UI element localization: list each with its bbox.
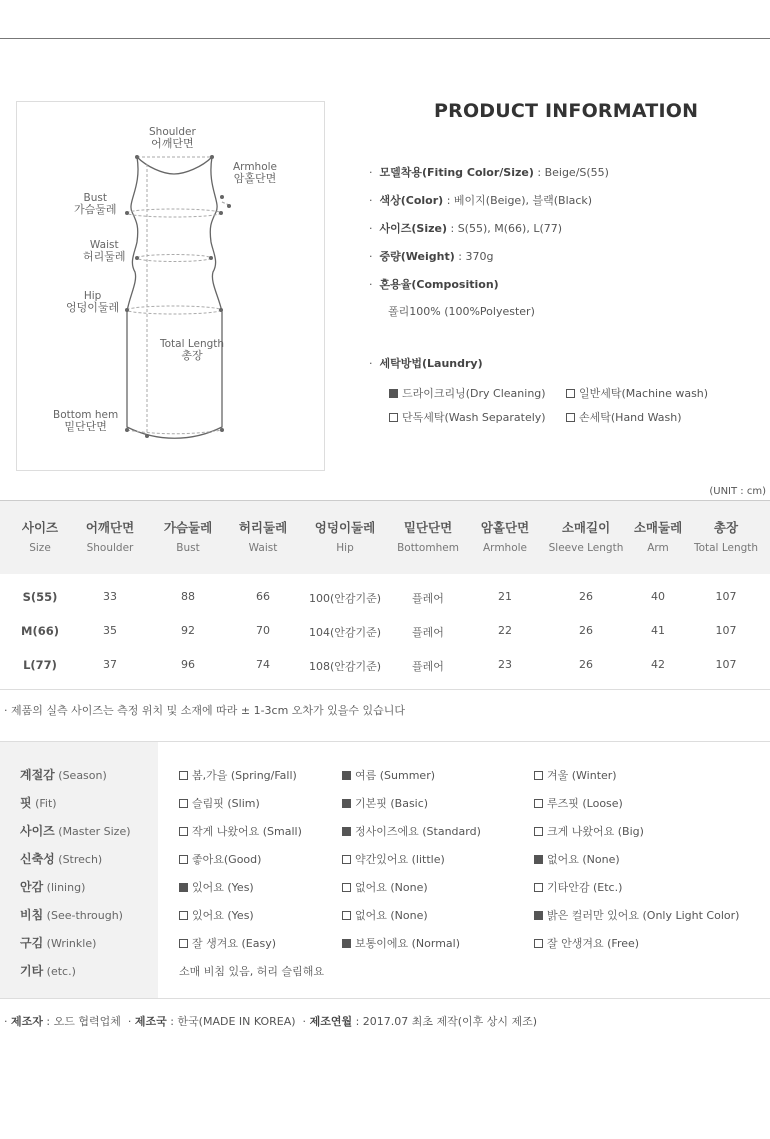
fitting-label: 모델착용(Fiting Color/Size) xyxy=(379,166,534,179)
measurement-note: · 제품의 실측 사이즈는 측정 위치 및 소재에 따라 ± 1-3cm 오차가 있을수 있습니다 xyxy=(4,704,406,717)
size-table-bottom-rule xyxy=(0,689,770,690)
attr-option xyxy=(179,823,302,839)
shoulder-label-ko: 어깨단면 xyxy=(151,137,194,150)
attr-option-label: 잘 생겨요 (Easy) xyxy=(192,937,277,950)
attr-option xyxy=(534,907,739,923)
shoulder-label xyxy=(149,126,196,150)
attr-label xyxy=(20,962,76,979)
hip-label xyxy=(66,290,119,314)
attr-label-ko: 핏 xyxy=(20,796,32,810)
size-cell: 플레어 xyxy=(412,660,444,673)
attr-option-label: 슬림핏 (Slim) xyxy=(192,797,260,810)
size-cell: 플레어 xyxy=(412,626,444,639)
attr-option xyxy=(342,935,460,951)
size-cell: 107 xyxy=(715,658,737,671)
size-cell: 26 xyxy=(579,590,593,603)
size-cell: 96 xyxy=(181,658,195,671)
size-label: 사이즈(Size) xyxy=(379,222,447,235)
size-col-header-en: Size xyxy=(29,542,51,554)
size-cell: 22 xyxy=(498,624,512,637)
bottom-hem-label-ko: 밑단단면 xyxy=(64,420,107,433)
bottom-hem-label-en: Bottom hem xyxy=(53,409,119,421)
attr-option xyxy=(179,935,276,951)
checked-box-icon xyxy=(389,389,398,398)
attr-option-label: 작게 나왔어요 (Small) xyxy=(192,825,302,838)
weight-value: : 370g xyxy=(454,250,494,263)
bust-label xyxy=(74,192,117,216)
size-col-header-ko: 밑단단면 xyxy=(403,520,453,535)
size-cell: 92 xyxy=(181,624,195,637)
attr-label-en: (Wrinkle) xyxy=(43,937,97,950)
size-col-header-ko: 소매길이 xyxy=(561,520,611,535)
hip-label-en: Hip xyxy=(83,290,102,302)
attr-label-ko: 계절감 xyxy=(20,768,55,782)
manufacturer-info: · 제조자 : 오드 협력업체 · 제조국 : 한국(MADE IN KOREA) · 제조연월 : 2017.07 최초 제작(이후 상시 제조) xyxy=(4,1015,538,1028)
laundry-wash-separately xyxy=(389,409,546,425)
attr-option xyxy=(534,767,617,783)
bullet: · xyxy=(369,166,373,179)
size-cell: 74 xyxy=(256,658,270,671)
unchecked-box-icon xyxy=(534,883,543,892)
unchecked-box-icon xyxy=(179,855,188,864)
attr-other-text: 소매 비침 있음, 허리 슬림해요 xyxy=(179,965,324,978)
bust-label-ko: 가슴둘레 xyxy=(74,203,117,216)
size-cell: 37 xyxy=(103,658,117,671)
attr-label xyxy=(20,822,131,839)
unchecked-box-icon xyxy=(389,413,398,422)
size-col-header-en: Bust xyxy=(176,542,200,554)
attr-option-label: 없어요 (None) xyxy=(355,909,428,922)
color-label: 색상(Color) xyxy=(379,194,444,207)
fitting-info xyxy=(369,164,609,180)
total-length-label xyxy=(160,338,224,362)
size-col-header-en: Waist xyxy=(248,542,278,554)
bullet: · xyxy=(369,278,373,291)
unchecked-box-icon xyxy=(179,827,188,836)
composition-info xyxy=(369,276,499,292)
attr-option xyxy=(342,795,428,811)
laundry-dry-cleaning xyxy=(389,385,546,401)
color-value: : 베이지(Beige), 블랙(Black) xyxy=(443,194,593,207)
attr-option-label: 기타안감 (Etc.) xyxy=(547,881,623,894)
attr-option-label: 없어요 (None) xyxy=(547,853,620,866)
attr-option-label: 있어요 (Yes) xyxy=(192,881,254,894)
size-row-label: M(66) xyxy=(21,624,59,638)
bullet: · xyxy=(369,357,373,370)
attr-option xyxy=(534,935,639,951)
hip-label-ko: 엉덩이둘레 xyxy=(66,301,120,314)
laundry-machine-wash xyxy=(566,385,708,401)
attr-label xyxy=(20,766,107,783)
laundry-hand-wash-label: 손세탁(Hand Wash) xyxy=(579,411,682,424)
attr-label-en: (See-through) xyxy=(43,909,123,922)
unchecked-box-icon xyxy=(534,827,543,836)
attr-option-label: 있어요 (Yes) xyxy=(192,909,254,922)
attr-option xyxy=(342,823,481,839)
attr-option-label: 밝은 컬러만 있어요 (Only Light Color) xyxy=(547,909,740,922)
size-col-header xyxy=(390,520,466,554)
laundry-hand-wash xyxy=(566,409,682,425)
size-cell: 26 xyxy=(579,658,593,671)
size-col-header-ko: 어깨단면 xyxy=(85,520,135,535)
size-cell: 107 xyxy=(715,624,737,637)
size-cell: 70 xyxy=(256,624,270,637)
attr-label xyxy=(20,794,57,811)
bullet: · xyxy=(369,250,373,263)
country-value: : 한국(MADE IN KOREA) xyxy=(166,1015,296,1028)
unchecked-box-icon xyxy=(342,911,351,920)
size-col-header-en: Total Length xyxy=(693,542,759,554)
attr-option-label: 봄,가을 (Spring/Fall) xyxy=(192,769,297,782)
attr-option-label: 겨울 (Winter) xyxy=(547,769,617,782)
fitting-value: : Beige/S(55) xyxy=(533,166,609,179)
attr-label xyxy=(20,850,102,867)
attr-option-label: 없어요 (None) xyxy=(355,881,428,894)
attr-label-ko: 안감 xyxy=(20,880,44,894)
size-col-header-ko: 허리둘레 xyxy=(238,520,288,535)
checked-box-icon xyxy=(534,911,543,920)
attr-label-en: (Fit) xyxy=(31,797,57,810)
size-cell: 88 xyxy=(181,590,195,603)
size-col-header-ko: 엉덩이둘레 xyxy=(314,520,376,535)
size-col-header-ko: 암홀단면 xyxy=(480,520,530,535)
country-label: 제조국 xyxy=(134,1015,167,1028)
attr-option xyxy=(179,879,254,895)
unchecked-box-icon xyxy=(342,855,351,864)
attr-option xyxy=(179,767,297,783)
size-cell: 26 xyxy=(579,624,593,637)
attr-option-label: 여름 (Summer) xyxy=(355,769,436,782)
size-value: : S(55), M(66), L(77) xyxy=(447,222,563,235)
attr-label-en: (lining) xyxy=(43,881,86,894)
size-col-header-en: Hip xyxy=(336,542,354,554)
size-cell: 플레어 xyxy=(412,592,444,605)
size-cell: 21 xyxy=(498,590,512,603)
total-length-label-en: Total Length xyxy=(160,338,225,350)
size-row-label: S(55) xyxy=(22,590,58,604)
color-info xyxy=(369,192,592,208)
attr-option xyxy=(342,907,428,923)
size-col-header xyxy=(2,520,78,554)
attr-option xyxy=(342,767,435,783)
laundry-machine-wash-label: 일반세탁(Machine wash) xyxy=(579,387,709,400)
attr-option xyxy=(534,851,620,867)
attr-option-label: 약간있어요 (little) xyxy=(355,853,445,866)
laundry-info xyxy=(369,355,483,371)
date-label: 제조연월 xyxy=(309,1015,353,1028)
laundry-label: 세탁방법(Laundry) xyxy=(379,357,483,370)
attr-option xyxy=(179,795,260,811)
size-col-header xyxy=(150,520,226,554)
size-cell: 66 xyxy=(256,590,270,603)
attr-label-en: (etc.) xyxy=(43,965,76,978)
unchecked-box-icon xyxy=(179,799,188,808)
unchecked-box-icon xyxy=(534,799,543,808)
armhole-label-en: Armhole xyxy=(233,161,277,173)
size-row-label: L(77) xyxy=(23,658,57,672)
size-col-header xyxy=(681,520,770,554)
unchecked-box-icon xyxy=(566,413,575,422)
size-cell: 23 xyxy=(498,658,512,671)
attr-option-label: 잘 안생겨요 (Free) xyxy=(547,937,640,950)
size-cell: 104(안감기준) xyxy=(308,626,382,639)
size-cell: 40 xyxy=(651,590,665,603)
unchecked-box-icon xyxy=(179,771,188,780)
unchecked-box-icon xyxy=(534,771,543,780)
composition-value: 폴리100% (100%Polyester) xyxy=(388,305,535,318)
size-col-header-ko: 가슴둘레 xyxy=(163,520,213,535)
size-col-header-en: Armhole xyxy=(483,542,527,554)
size-col-header-en: Sleeve Length xyxy=(548,542,624,554)
bullet: · xyxy=(369,222,373,235)
attr-label-ko: 기타 xyxy=(20,964,44,978)
date-value: : 2017.07 최초 제작(이후 상시 제조) xyxy=(352,1015,538,1028)
unchecked-box-icon xyxy=(566,389,575,398)
unchecked-box-icon xyxy=(179,939,188,948)
size-col-header-en: Arm xyxy=(647,542,669,554)
attr-option-label: 크게 나왔어요 (Big) xyxy=(547,825,644,838)
checked-box-icon xyxy=(342,939,351,948)
size-col-header xyxy=(467,520,543,554)
laundry-wash-separately-label: 단독세탁(Wash Separately) xyxy=(402,411,546,424)
weight-label: 중량(Weight) xyxy=(379,250,455,263)
attr-option xyxy=(179,851,261,867)
bullet: · xyxy=(369,194,373,207)
composition-label: 혼용율(Composition) xyxy=(379,278,499,291)
size-info xyxy=(369,220,562,236)
maker-value: : 오드 협력업체 xyxy=(42,1015,121,1028)
attr-label-ko: 비침 xyxy=(20,908,44,922)
attr-label-en: (Master Size) xyxy=(54,825,131,838)
checked-box-icon xyxy=(342,827,351,836)
attr-option-label: 보통이에요 (Normal) xyxy=(355,937,461,950)
attr-label-en: (Season) xyxy=(54,769,107,782)
attr-table-bottom-rule xyxy=(0,998,770,999)
attr-label xyxy=(20,878,85,895)
attr-option-label: 기본핏 (Basic) xyxy=(355,797,429,810)
weight-info xyxy=(369,248,493,264)
bottom-hem-label xyxy=(53,409,118,433)
maker-label: 제조자 xyxy=(11,1015,43,1028)
attr-option-label: 루즈핏 (Loose) xyxy=(547,797,623,810)
top-divider xyxy=(0,38,770,39)
attr-option xyxy=(342,851,445,867)
armhole-label xyxy=(233,161,277,185)
measurement-diagram xyxy=(16,101,325,471)
attr-label xyxy=(20,906,123,923)
attr-label xyxy=(20,934,96,951)
attr-option xyxy=(534,795,623,811)
unchecked-box-icon xyxy=(179,911,188,920)
unchecked-box-icon xyxy=(534,939,543,948)
attr-label-en: (Strech) xyxy=(54,853,103,866)
unit-label: (UNIT : cm) xyxy=(709,486,766,497)
attr-option xyxy=(342,879,428,895)
size-cell: 100(안감기준) xyxy=(308,592,382,605)
attr-label-ko: 신축성 xyxy=(20,852,55,866)
attr-option xyxy=(179,907,254,923)
checked-box-icon xyxy=(179,883,188,892)
size-col-header-en: Bottomhem xyxy=(397,542,459,554)
size-col-header-ko: 사이즈 xyxy=(21,520,59,535)
checked-box-icon xyxy=(534,855,543,864)
unchecked-box-icon xyxy=(342,883,351,892)
product-info-title: PRODUCT INFORMATION xyxy=(434,100,699,122)
waist-label-en: Waist xyxy=(89,239,119,251)
laundry-dry-cleaning-label: 드라이크리닝(Dry Cleaning) xyxy=(402,387,546,400)
attr-label-ko: 사이즈 xyxy=(20,824,55,838)
size-col-header xyxy=(225,520,301,554)
size-col-header xyxy=(72,520,148,554)
attr-option xyxy=(534,823,644,839)
bust-label-en: Bust xyxy=(83,192,107,204)
size-col-header-en: Shoulder xyxy=(86,542,134,554)
waist-label xyxy=(83,239,126,263)
size-cell: 42 xyxy=(651,658,665,671)
size-cell: 33 xyxy=(103,590,117,603)
attr-option-label: 좋아요(Good) xyxy=(192,853,262,866)
size-cell: 35 xyxy=(103,624,117,637)
total-length-label-ko: 총장 xyxy=(181,349,203,362)
armhole-label-ko: 암홀단면 xyxy=(233,172,277,185)
size-col-header-ko: 총장 xyxy=(713,520,739,535)
size-cell: 108(안감기준) xyxy=(308,660,382,673)
attr-label-ko: 구김 xyxy=(20,936,44,950)
checked-box-icon xyxy=(342,799,351,808)
attr-option-label: 정사이즈에요 (Standard) xyxy=(355,825,481,838)
size-col-header xyxy=(536,520,636,554)
shoulder-label-en: Shoulder xyxy=(149,126,196,138)
size-cell: 41 xyxy=(651,624,665,637)
size-col-header-ko: 소매둘레 xyxy=(633,520,683,535)
size-cell: 107 xyxy=(715,590,737,603)
attr-option xyxy=(534,879,622,895)
waist-label-ko: 허리둘레 xyxy=(83,250,126,263)
checked-box-icon xyxy=(342,771,351,780)
size-col-header xyxy=(300,520,390,554)
